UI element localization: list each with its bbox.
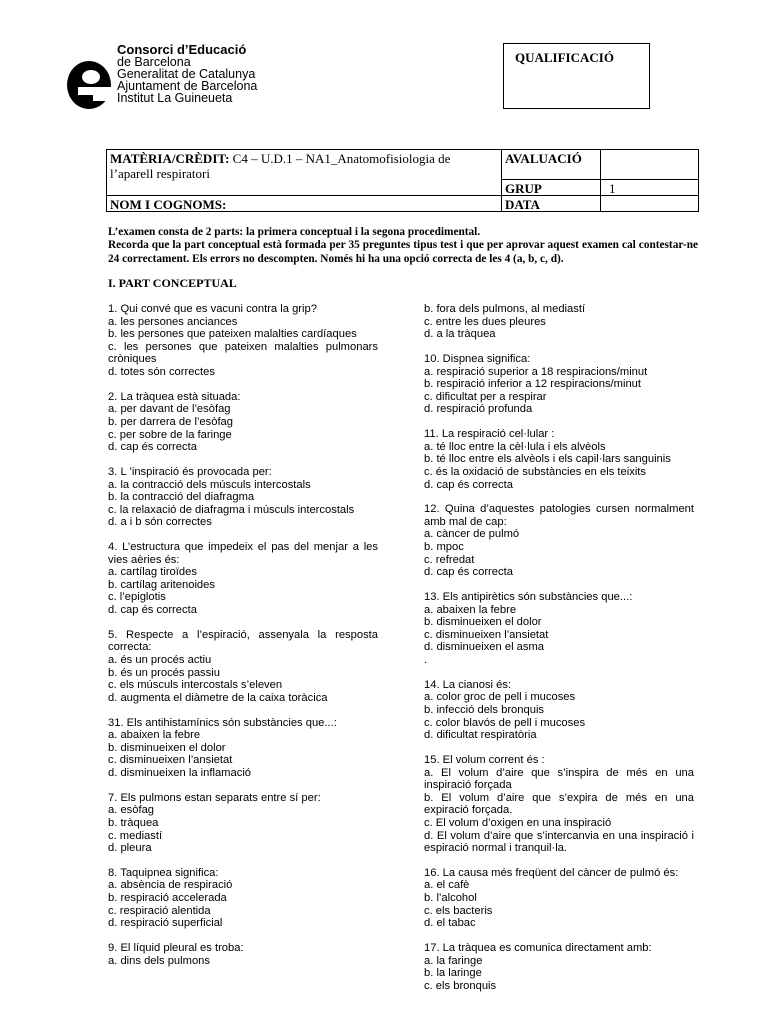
answer-option[interactable]: a. El volum d’aire que s’inspira de més en una inspiració forçada <box>424 766 694 792</box>
question-block <box>424 591 694 667</box>
question-text: 11. La respiració cel·lular : <box>424 428 555 441</box>
qualification-label: QUALIFICACIÓ <box>515 50 614 65</box>
avaluacio-label: AVALUACIÓ <box>505 151 582 166</box>
question-text: 17. La tràquea es comunica directament amb: <box>424 942 652 955</box>
answer-option[interactable]: b. té lloc entre els alvèols i els capil·lars sanguinis <box>424 453 671 466</box>
answer-option[interactable]: c. l’epiglotis <box>108 591 166 604</box>
answer-option[interactable]: a. per davant de l’esòfag <box>108 403 231 416</box>
answer-option[interactable]: a. el cafè <box>424 879 470 892</box>
question-block <box>424 679 694 742</box>
answer-option[interactable]: c. entre les dues pleures <box>424 315 546 328</box>
answer-option[interactable]: a. càncer de pulmó <box>424 528 520 541</box>
e-logo-icon <box>66 58 112 110</box>
question-block <box>424 867 694 930</box>
answer-option[interactable]: d. pleura <box>108 842 152 855</box>
question-block <box>108 391 378 454</box>
answer-option[interactable]: d. cap és correcta <box>108 604 197 617</box>
question-block <box>108 867 378 930</box>
organization-block <box>117 44 257 104</box>
question-block <box>108 303 378 379</box>
question-block <box>108 792 378 855</box>
questions-right-column <box>424 303 694 1005</box>
question-block <box>424 942 694 992</box>
answer-option[interactable]: c. per sobre de la faringe <box>108 428 232 441</box>
answer-option[interactable]: a. respiració superior a 18 respiracions/minut <box>424 365 648 378</box>
answer-option[interactable]: d. cap és correcta <box>424 566 513 579</box>
answer-option[interactable]: c. El volum d’oxigen en una inspiració <box>424 816 612 829</box>
answer-option[interactable]: c. disminueixen l’ansietat <box>424 628 549 641</box>
answer-option[interactable]: a. és un procés actiu <box>108 654 212 666</box>
question-block <box>108 466 378 529</box>
answer-option[interactable]: c. és la oxidació de substàncies en els teixits <box>424 465 647 478</box>
org-title: Consorci d’Educació <box>117 42 247 57</box>
answer-option[interactable]: a. cartílag tiroïdes <box>108 566 197 579</box>
answer-option[interactable]: c. dificultat per a respirar <box>424 390 547 403</box>
answer-option[interactable]: d. augmenta el diàmetre de la caixa toràcica <box>108 691 328 704</box>
data-label: DATA <box>505 197 540 212</box>
answer-option[interactable]: d. El volum d’aire que s’intercanvia en una inspiració i espiració normal i tranquil·la. <box>424 829 694 855</box>
questions-left-column <box>108 303 378 979</box>
question-text: 7. Els pulmons estan separats entre sí per: <box>108 791 321 804</box>
org-line: Generalitat de Catalunya <box>117 67 256 81</box>
answer-option[interactable]: c. respiració alentida <box>108 904 211 917</box>
info-table <box>106 149 699 212</box>
answer-option[interactable]: c. els bacteris <box>424 904 493 917</box>
materia-value-line2: l’aparell respiratori <box>110 166 210 181</box>
answer-option[interactable]: d. respiració profunda <box>424 403 533 416</box>
instructions-line: L’examen consta de 2 parts: la primera conceptual i la segona procedimental. <box>108 226 481 238</box>
materia-value: C4 – U.D.1 – NA1_Anatomofisiologia de <box>229 151 451 166</box>
question-text: 31. Els antihistamínics són substàncies que...: <box>108 716 337 729</box>
section-title: I. PART CONCEPTUAL <box>108 276 237 290</box>
question-block <box>108 541 378 617</box>
answer-option[interactable]: a. la contracció dels músculs intercostals <box>108 478 311 491</box>
instructions <box>108 226 698 266</box>
answer-option[interactable]: b. és un procés passiu <box>108 666 220 679</box>
question-block <box>424 353 694 416</box>
answer-option[interactable]: c. refredat <box>424 553 475 566</box>
answer-option[interactable]: c. mediastí <box>108 829 163 842</box>
question-text: 3. L ’inspiració és provocada per: <box>108 465 272 478</box>
answer-option[interactable]: a. la faringe <box>424 954 483 967</box>
question-block <box>108 629 378 705</box>
question-block <box>108 717 378 780</box>
answer-option[interactable]: c. color blavós de pell i mucoses <box>424 716 586 729</box>
answer-option[interactable]: b. la laringe <box>424 967 482 980</box>
answer-option[interactable]: d. disminueixen el asma <box>424 641 545 654</box>
question-text: 4. L’estructura que impedeix el pas del menjar a les vies aèries és: <box>108 541 378 566</box>
answer-option[interactable]: a. les persones anciances <box>108 315 238 328</box>
answer-option[interactable]: c. les persones que pateixen malalties pulmonars cròniques <box>108 340 378 366</box>
qualification-box[interactable] <box>503 43 650 109</box>
materia-cell <box>110 151 500 181</box>
answer-option[interactable]: b. les persones que pateixen malalties cardíaques <box>108 328 357 341</box>
answer-option[interactable]: b. mpoc <box>424 541 464 554</box>
question-block <box>108 942 378 967</box>
data-field[interactable] <box>604 197 696 211</box>
question-text: 15. El volum corrent és : <box>424 753 545 766</box>
answer-option[interactable]: a. esòfag <box>108 804 155 817</box>
avaluacio-field[interactable] <box>604 151 696 179</box>
question-text: 9. El líquid pleural es troba: <box>108 942 244 955</box>
question-text: 14. La cianosi és: <box>424 678 512 691</box>
answer-option[interactable]: d. disminueixen la inflamació <box>108 766 252 779</box>
grup-label: GRUP <box>505 181 542 196</box>
answer-option[interactable]: d. totes són correctes <box>108 365 215 378</box>
answer-option[interactable]: c. disminueixen l’ansietat <box>108 754 233 767</box>
answer-option[interactable]: b. la contracció del diafragma <box>108 491 255 504</box>
answer-option[interactable]: d. a la tràquea <box>424 328 496 341</box>
org-line: Ajuntament de Barcelona <box>117 79 258 93</box>
answer-option[interactable]: b. per darrera de l’esòfag <box>108 415 234 428</box>
answer-option[interactable]: b. l’alcohol <box>424 892 477 905</box>
question-text: 2. La tràquea està situada: <box>108 390 241 403</box>
answer-option[interactable]: . <box>424 654 428 666</box>
question-block <box>424 503 694 579</box>
nom-label: NOM I COGNOMS: <box>110 197 227 212</box>
answer-option[interactable]: b. respiració inferior a 12 respiracions/minut <box>424 378 642 391</box>
question-text: 12. Quina d’aquestes patologies cursen normalment amb mal de cap: <box>424 503 694 528</box>
question-text: 8. Taquipnea significa: <box>108 866 219 879</box>
answer-option[interactable]: b. cartílag aritenoides <box>108 578 215 591</box>
answer-option[interactable]: b. infecció dels bronquis <box>424 703 545 716</box>
answer-option[interactable]: a. té lloc entre la cèl·lula i els alvèols <box>424 440 606 453</box>
answer-option[interactable]: d. respiració superficial <box>108 917 223 930</box>
answer-option[interactable]: d. cap és correcta <box>424 478 513 491</box>
answer-option[interactable]: d. a i b són correctes <box>108 516 212 529</box>
question-text: 1. Qui convé que es vacuni contra la grip? <box>108 303 317 315</box>
org-line: de Barcelona <box>117 55 191 69</box>
answer-option[interactable]: b. El volum d’aire que s’expira de més en una expiració forçada. <box>424 791 694 817</box>
org-line: Institut La Guineueta <box>117 91 233 105</box>
materia-label: MATÈRIA/CRÈDIT: <box>110 151 230 166</box>
answer-option[interactable]: d. el tabac <box>424 917 476 930</box>
answer-option[interactable]: b. disminueixen el dolor <box>424 616 542 629</box>
answer-option[interactable]: a. color groc de pell i mucoses <box>424 691 576 704</box>
answer-option[interactable]: c. els bronquis <box>424 979 497 992</box>
answer-option[interactable]: a. dins dels pulmons <box>108 954 210 967</box>
question-text: 13. Els antipirètics són substàncies que...: <box>424 591 633 604</box>
answer-option[interactable]: c. la relaxació de diafragma i músculs intercostals <box>108 503 355 516</box>
question-block <box>424 303 694 341</box>
answer-option[interactable]: b. disminueixen el dolor <box>108 741 226 754</box>
instructions-line: Recorda que la part conceptual està formada per 35 preguntes tipus test i que per aprovar aquest examen cal contestar-ne 24 correctament. Els errors no descompten. Només hi ha una opció correcta de les 4 (a, b, c, d). <box>108 239 698 265</box>
question-text: 16. La causa més freqüent del càncer de pulmó és: <box>424 866 679 879</box>
question-block <box>424 754 694 855</box>
answer-option[interactable]: d. cap és correcta <box>108 441 197 454</box>
answer-option[interactable]: b. tràquea <box>108 816 159 829</box>
answer-option[interactable]: b. fora dels pulmons, al mediastí <box>424 303 586 315</box>
answer-option[interactable]: c. els músculs intercostals s’eleven <box>108 679 283 692</box>
answer-option[interactable]: a. abaixen la febre <box>108 729 201 742</box>
answer-option[interactable]: d. dificultat respiratòria <box>424 729 537 742</box>
question-block <box>424 428 694 491</box>
grup-value[interactable]: 1 <box>609 181 616 196</box>
answer-option[interactable]: b. respiració accelerada <box>108 892 227 905</box>
answer-option[interactable]: a. abaixen la febre <box>424 603 517 616</box>
question-text: 10. Dispnea significa: <box>424 352 531 365</box>
question-text: 5. Respecte a l’espiració, assenyala la resposta correcta: <box>108 628 378 654</box>
answer-option[interactable]: a. absència de respiració <box>108 879 233 892</box>
